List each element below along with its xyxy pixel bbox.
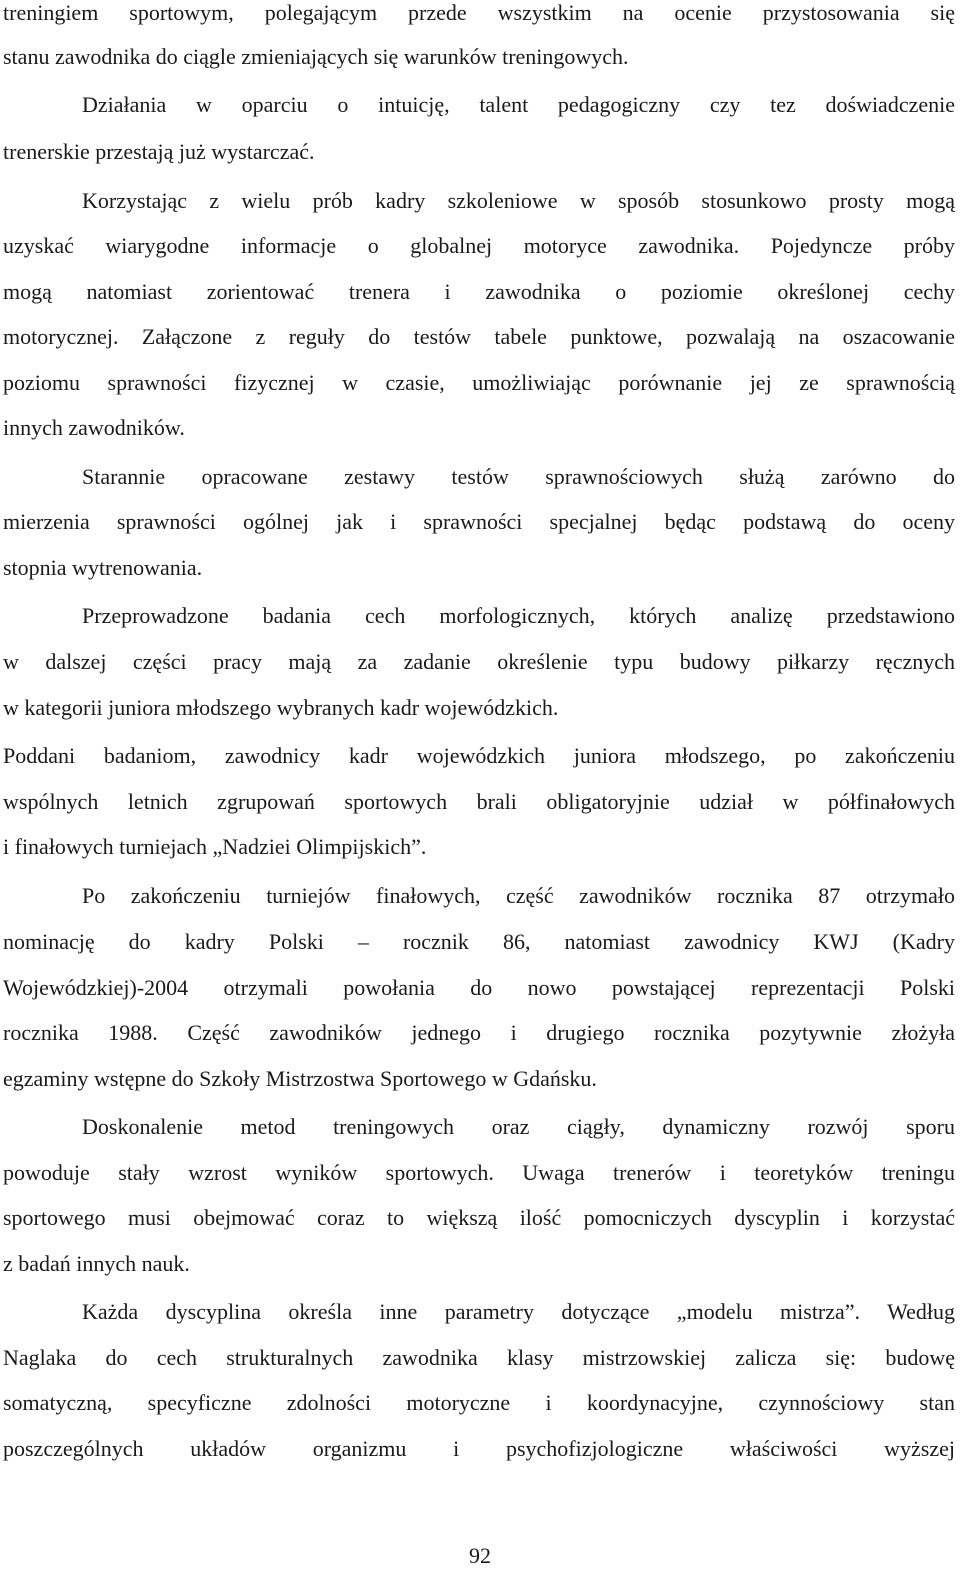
text-line: stopnia wytrenowania. (3, 555, 203, 580)
text-line: sportowego musi obejmować coraz to większą ilość pomocniczych dyscyplin i korzystać (3, 1205, 955, 1230)
text-line: Po zakończeniu turniejów finałowych, część zawodników rocznika 87 otrzymało (82, 883, 955, 908)
text-line: z badań innych nauk. (3, 1251, 190, 1276)
text-line: Działania w oparciu o intuicję, talent pedagogiczny czy tez doświadczenie (82, 92, 955, 117)
text-line: egzaminy wstępne do Szkoły Mistrzostwa Sportowego w Gdańsku. (3, 1066, 597, 1091)
text-line: mierzenia sprawności ogólnej jak i sprawności specjalnej będąc podstawą do oceny (3, 509, 955, 534)
text-line: powoduje stały wzrost wyników sportowych. Uwaga trenerów i teoretyków treningu (3, 1160, 955, 1185)
text-line: stanu zawodnika do ciągle zmieniających się warunków treningowych. (3, 44, 629, 69)
text-line: Korzystając z wielu prób kadry szkoleniowe w sposób stosunkowo prosty mogą (82, 188, 955, 213)
text-line: trenerskie przestają już wystarczać. (3, 139, 315, 164)
text-line: uzyskać wiarygodne informacje o globalnej motoryce zawodnika. Pojedyncze próby (3, 233, 955, 258)
text-line: somatyczną, specyficzne zdolności motoryczne i koordynacyjne, czynnościowy stan (3, 1390, 955, 1415)
text-line: Starannie opracowane zestawy testów sprawnościowych służą zarówno do (82, 464, 955, 489)
text-line: rocznika 1988. Część zawodników jednego i drugiego rocznika pozytywnie złożyła (3, 1020, 955, 1045)
text-line: poszczególnych układów organizmu i psychofizjologiczne właściwości wyższej (3, 1436, 955, 1461)
text-line: i finałowych turniejach „Nadziei Olimpijskich”. (3, 834, 427, 859)
text-line: nominację do kadry Polski – rocznik 86, natomiast zawodnicy KWJ (Kadry (3, 929, 955, 954)
text-line: treningiem sportowym, polegającym przede wszystkim na ocenie przystosowania się (3, 0, 955, 25)
text-line: w kategorii juniora młodszego wybranych kadr wojewódzkich. (3, 695, 559, 720)
text-line: Doskonalenie metod treningowych oraz ciągły, dynamiczny rozwój sporu (82, 1114, 955, 1139)
text-line: poziomu sprawności fizycznej w czasie, umożliwiając porównanie jej ze sprawnością (3, 370, 955, 395)
page-number: 92 (469, 1543, 491, 1568)
text-line: Naglaka do cech strukturalnych zawodnika klasy mistrzowskiej zalicza się: budowę (3, 1345, 955, 1370)
text-line: innych zawodników. (3, 415, 185, 440)
text-line: Wojewódzkiej)-2004 otrzymali powołania do nowo powstającej reprezentacji Polski (3, 975, 955, 1000)
text-line: mogą natomiast zorientować trenera i zawodnika o poziomie określonej cechy (3, 279, 955, 304)
text-line: wspólnych letnich zgrupowań sportowych brali obligatoryjnie udział w półfinałowych (3, 789, 955, 814)
text-line: Każda dyscyplina określa inne parametry dotyczące „modelu mistrza”. Według (82, 1299, 955, 1324)
text-line: motorycznej. Załączone z reguły do testów tabele punktowe, pozwalają na oszacowanie (3, 324, 955, 349)
text-line: Przeprowadzone badania cech morfologicznych, których analizę przedstawiono (82, 603, 955, 628)
text-line: Poddani badaniom, zawodnicy kadr wojewódzkich juniora młodszego, po zakończeniu (3, 743, 955, 768)
text-line: w dalszej części pracy mają za zadanie określenie typu budowy piłkarzy ręcznych (3, 649, 955, 674)
